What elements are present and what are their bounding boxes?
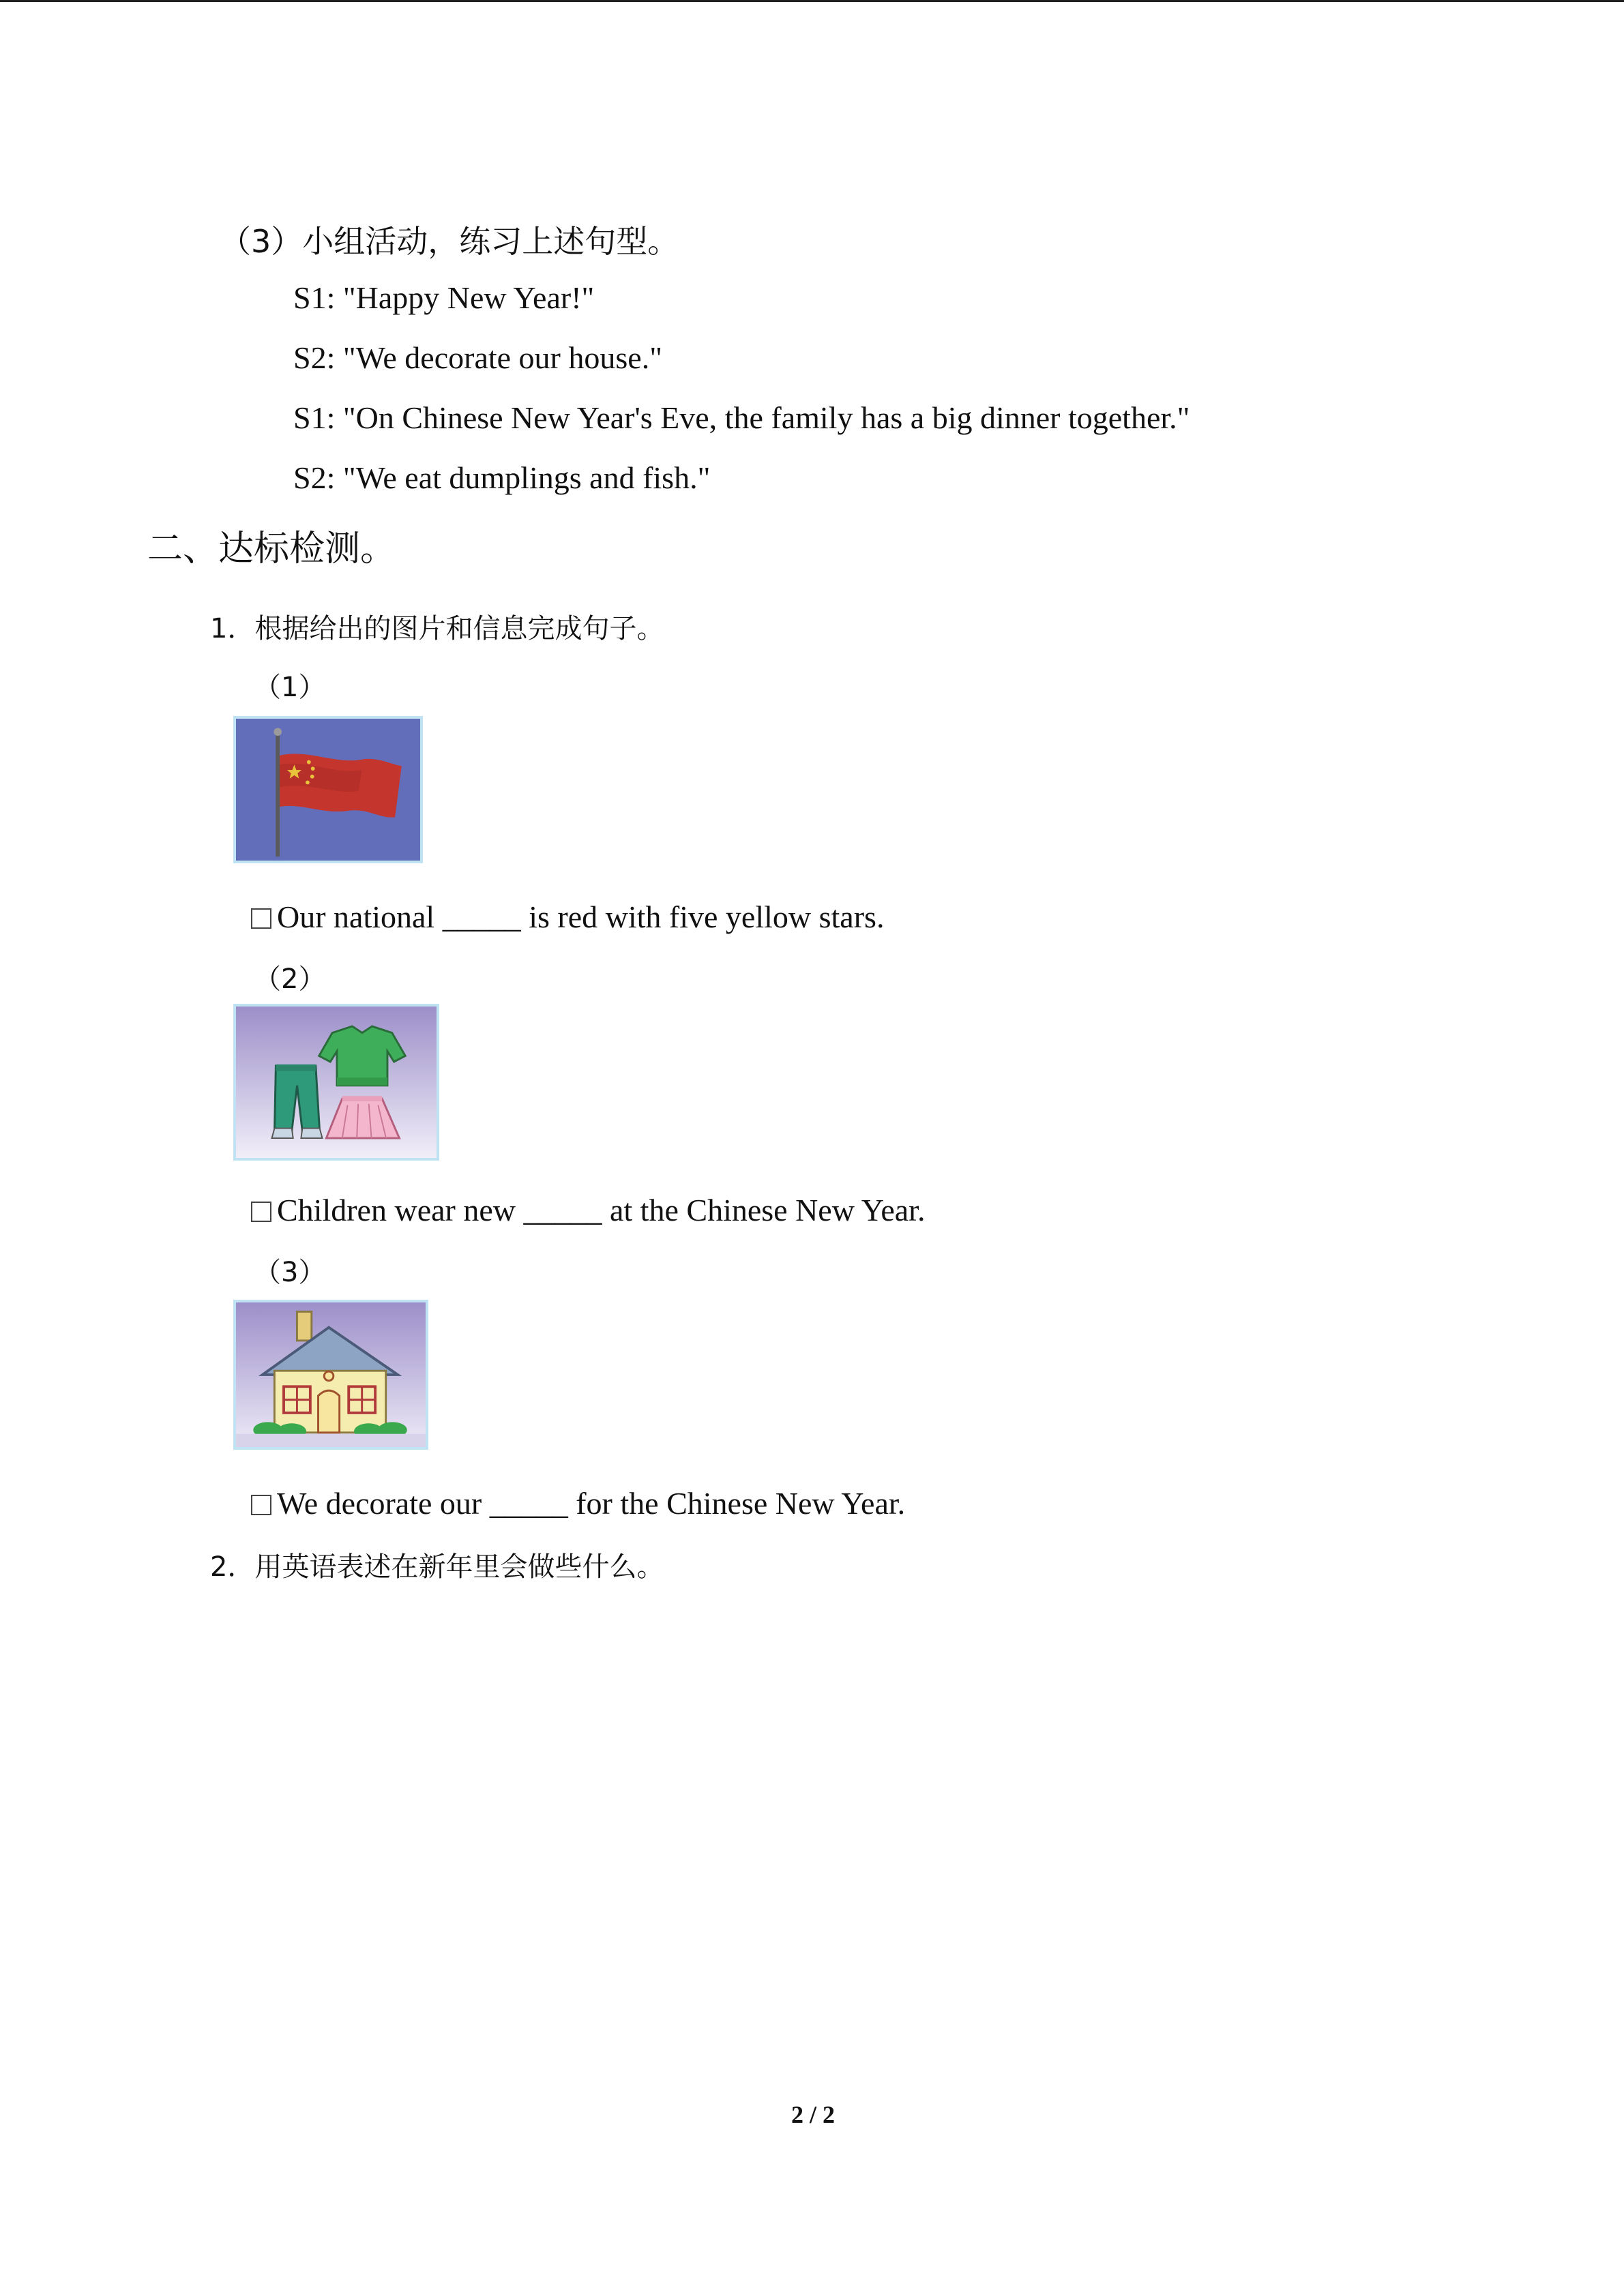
page-top-border (0, 0, 1624, 2)
q1-instruction (210, 607, 664, 646)
q1-number: 1． (210, 613, 255, 644)
page-number: 2 / 2 (791, 2101, 836, 2128)
section-title: 二、达标检测。 (147, 528, 396, 569)
clothes-picture (233, 1004, 439, 1161)
house-picture (233, 1300, 428, 1450)
item-1-sentence-text: Our national _____ is red with five yellow stars. (277, 899, 885, 934)
dialogue-line-4: S2: "We eat dumplings and fish." (293, 460, 711, 495)
item-1-label: （1） (254, 672, 326, 703)
item-2-label: （2） (254, 964, 326, 995)
item-2-sentence-text: Children wear new _____ at the Chinese New Year. (277, 1193, 926, 1227)
item-2-sentence (251, 1192, 925, 1228)
dialogue-line-3: S1: "On Chinese New Year's Eve, the family has a big dinner together." (293, 400, 1190, 435)
activity-heading: （3）小组活动，练习上述句型。 (220, 223, 679, 260)
dialogue-line-1: S1: "Happy New Year!" (293, 280, 595, 315)
q2-instruction (210, 1545, 664, 1584)
item-3-sentence-text: We decorate our _____ for the Chinese New Year. (277, 1486, 906, 1521)
item-3-checkbox[interactable] (251, 1495, 271, 1515)
item-3-sentence (251, 1485, 905, 1521)
item-1-checkbox[interactable] (251, 908, 271, 929)
flag-picture (233, 716, 423, 863)
item-3-label: （3） (254, 1257, 326, 1288)
q2-number: 2． (210, 1551, 255, 1583)
q1-instruction-text: 根据给出的图片和信息完成句子。 (254, 613, 664, 644)
dialogue-line-2: S2: "We decorate our house." (293, 340, 662, 375)
q2-instruction-text: 用英语表述在新年里会做些什么。 (254, 1551, 664, 1583)
item-1-sentence (251, 899, 884, 935)
item-2-checkbox[interactable] (251, 1202, 271, 1222)
